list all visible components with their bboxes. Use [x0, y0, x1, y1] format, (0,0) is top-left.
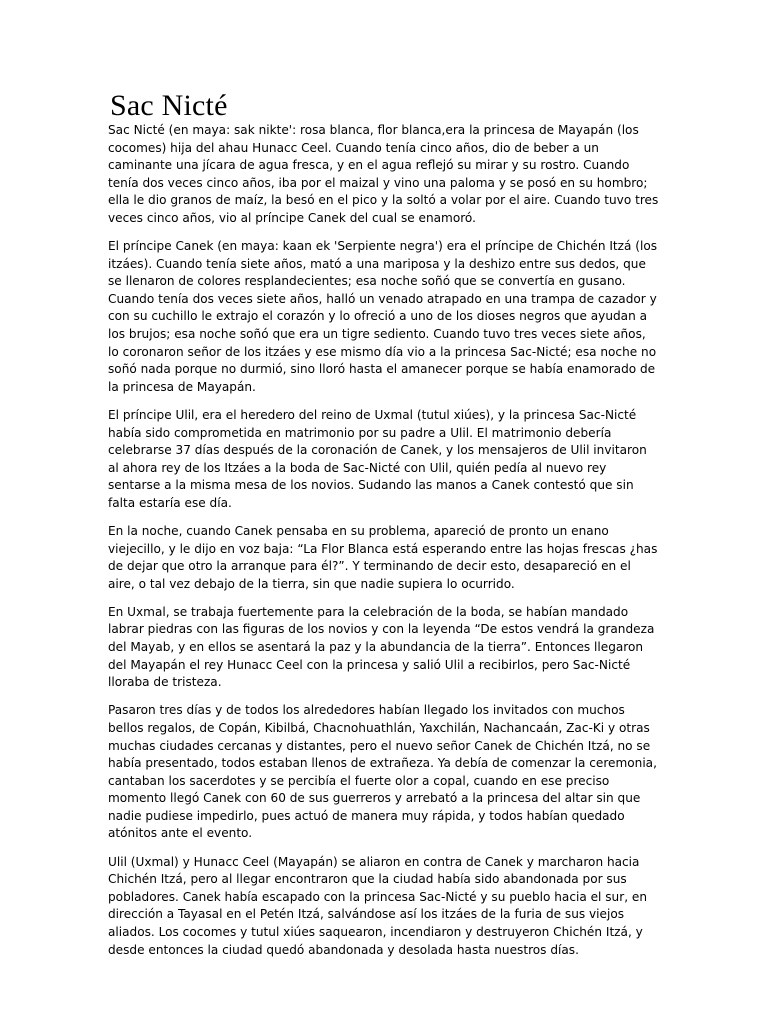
document-page [108, 88, 660, 970]
paragraph-chichen-itza-abandoned: Ulil (Uxmal) y Hunacc Ceel (Mayapán) se aliaron en contra de Canek y marcharon hacia Chichén Itzá, pero al llegar encontraron que la ciudad había sido abandonada por sus pobladores. Canek había escapado con la princesa Sac-Nicté y su pueblo hacia el sur, en dirección a Tayasal en el Petén Itzá, salvándose así los itzáes de la furia de sus viejos aliados. Los cocomes y tutul xiúes saquearon, incendiaron y destruyeron Chichén Itzá, y desde entonces la ciudad quedó abandonada y desolada hasta nuestros días. [108, 854, 647, 957]
paragraph-ulil-engagement: El príncipe Ulil, era el heredero del reino de Uxmal (tutul xiúes), y la princesa Sac-Nicté había sido comprometida en matrimonio por su padre a Ulil. El matrimonio debería celebrarse 37 días después de la coronación de Canek, y los mensajeros de Ulil invitaron al ahora rey de los Itzáes a la boda de Sac-Nicté con Ulil, quién pedía al nuevo rey sentarse a la misma mesa de los novios. Sudando las manos a Canek contestó que sin falta estaría ese día. [108, 407, 647, 510]
document-title: Sac Nicté [110, 89, 228, 122]
paragraph-canek-intro: El príncipe Canek (en maya: kaan ek 'Serpiente negra') era el príncipe de Chichén Itzá (los itzáes). Cuando tenía siete años, mató a una mariposa y la deshizo entre sus dedos, que se llenaron de colores resplandecientes; esa noche soñó que se convertía en gusano. Cuando tenía dos veces siete años, halló un venado atrapado en una trampa de cazador y con su cuchillo le extrajo el corazón y lo ofreció a uno de los dioses negros que ayudan a los brujos; esa noche soñó que era un tigre sediento. Cuando tuvo tres veces siete años, lo coronaron señor de los itzáes y ese mismo día vio a la princesa Sac-Nicté; esa noche no soñó nada porque no durmió, sino lloró hasta el amanecer porque se había enamorado de la princesa de Mayapán. [108, 239, 658, 394]
paragraph-uxmal-preparations: En Uxmal, se trabaja fuertemente para la celebración de la boda, se habían mandado labrar piedras con las figuras de los novios y con la leyenda “De estos vendrá la grandeza del Mayab, y en ellos se asentará la paz y la abundancia de la tierra”. Entonces llegaron del Mayapán el rey Hunacc Ceel con la princesa y salió Ulil a recibirlos, pero Sac-Nicté lloraba de tristeza. [108, 604, 655, 690]
paragraph-dwarf-message: En la noche, cuando Canek pensaba en su problema, apareció de pronto un enano viejecillo, y le dijo en voz baja: “La Flor Blanca está esperando entre las hojas frescas ¿has de dejar que otro la arranque para él?”. Y terminando de decir esto, desapareció en el aire, o tal vez debajo de la tierra, sin que nadie supiera lo ocurrido. [108, 523, 658, 591]
paragraph-sac-nicte-intro: Sac Nicté (en maya: sak nikte': rosa blanca, flor blanca,era la princesa de Mayapán (los cocomes) hija del ahau Hunacc Ceel. Cuando tenía cinco años, dio de beber a un caminante una jícara de agua fresca, y en el agua reflejó su mirar y su rostro. Cuando tenía dos veces cinco años, iba por el maizal y vino una paloma y se posó en su hombro; ella le dio granos de maíz, la besó en el pico y la soltó a volar por el aire. Cuando tuvo tres veces cinco años, vio al príncipe Canek del cual se enamoró. [108, 123, 659, 225]
paragraph-wedding-abduction: Pasaron tres días y de todos los alrededores habían llegado los invitados con muchos bellos regalos, de Copán, Kibilbá, Chacnohuathlán, Yaxchilán, Nachancaán, Zac-Ki y otras muchas ciudades cercanas y distantes, pero el nuevo señor Canek de Chichén Itzá, no se había presentado, todos estaban llenos de extrañeza. Ya debía de comenzar la ceremonia, cantaban los sacerdotes y se percibía el fuerte olor a copal, cuando en ese preciso momento llegó Canek con 60 de sus guerreros y arrebató a la princesa del altar sin que nadie pudiese impedirlo, pues actuó de manera muy rápida, y todos habían quedado atónitos ante el evento. [108, 703, 657, 841]
